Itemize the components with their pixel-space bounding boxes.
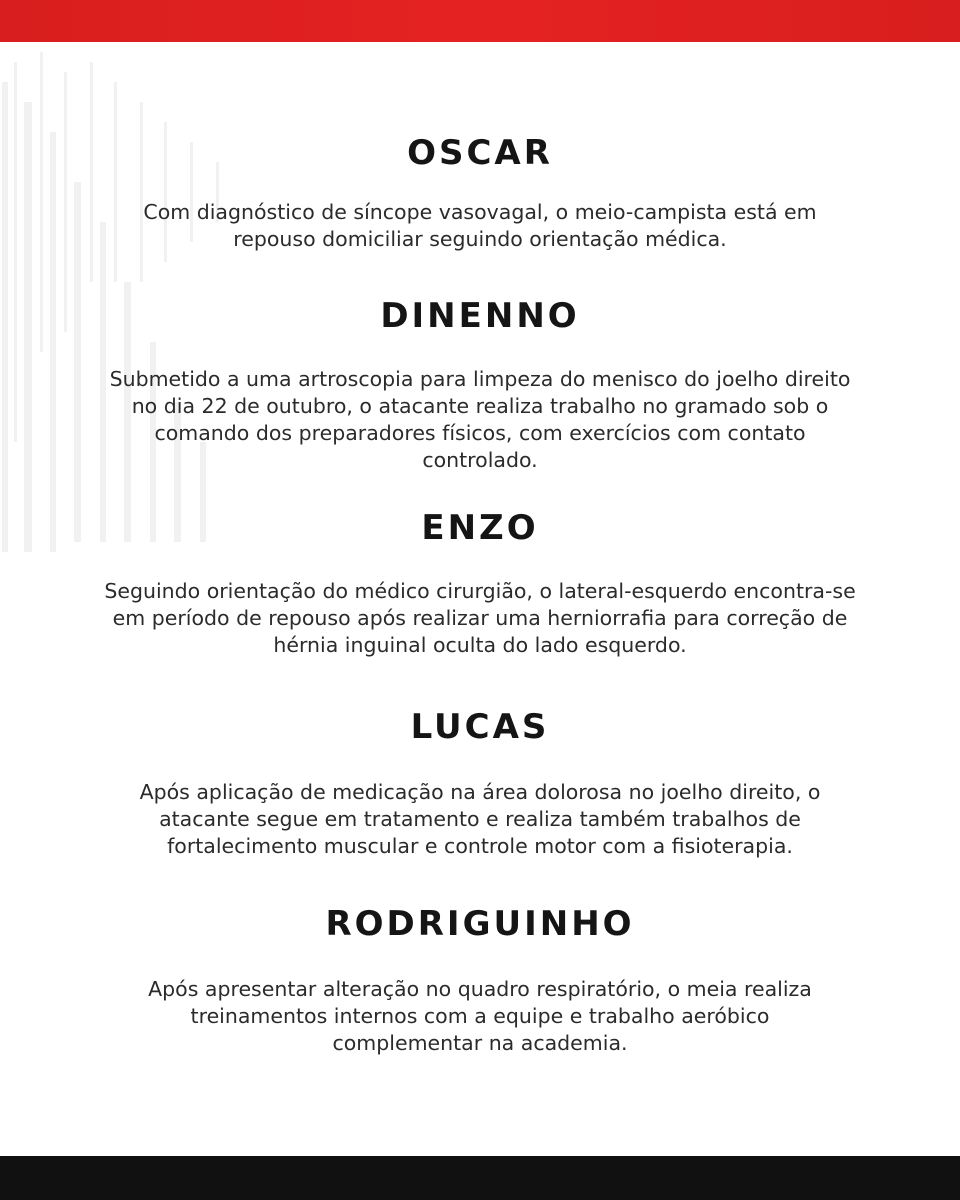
player-section-oscar <box>40 133 920 253</box>
description-line: Com diagnóstico de síncope vasovagal, o meio-campista está em <box>143 200 817 224</box>
player-description <box>40 199 920 253</box>
player-section-dinenno <box>40 296 920 474</box>
player-section-rodriguinho <box>40 904 920 1057</box>
player-description <box>40 779 920 860</box>
player-description <box>40 976 920 1057</box>
player-section-enzo <box>40 508 920 659</box>
player-name: RODRIGUINHO <box>325 904 635 944</box>
player-name: OSCAR <box>407 133 553 173</box>
player-name: DINENNO <box>380 296 580 336</box>
player-name: LUCAS <box>410 707 550 747</box>
description-line: treinamentos internos com a equipe e trabalho aeróbico <box>190 1004 770 1028</box>
description-line: Após aplicação de medicação na área dolorosa no joelho direito, o <box>139 780 821 804</box>
description-line: Submetido a uma artroscopia para limpeza do menisco do joelho direito <box>109 367 851 391</box>
description-line: controlado. <box>422 448 538 472</box>
bottom-black-bar <box>0 1156 960 1200</box>
description-line: atacante segue em tratamento e realiza também trabalhos de <box>159 807 801 831</box>
description-line: repouso domiciliar seguindo orientação médica. <box>233 227 727 251</box>
description-line: no dia 22 de outubro, o atacante realiza trabalho no gramado sob o <box>131 394 829 418</box>
player-name: ENZO <box>421 508 539 548</box>
player-description <box>40 366 920 474</box>
player-section-lucas <box>40 707 920 860</box>
description-line: Seguindo orientação do médico cirurgião, o lateral-esquerdo encontra-se <box>104 579 856 603</box>
description-line: Após apresentar alteração no quadro respiratório, o meia realiza <box>148 977 812 1001</box>
description-line: hérnia inguinal oculta do lado esquerdo. <box>273 633 687 657</box>
description-line: comando dos preparadores físicos, com exercícios com contato <box>154 421 806 445</box>
description-line: complementar na academia. <box>332 1031 628 1055</box>
description-line: em período de repouso após realizar uma herniorrafia para correção de <box>112 606 848 630</box>
player-description <box>40 578 920 659</box>
description-line: fortalecimento muscular e controle motor com a fisioterapia. <box>167 834 793 858</box>
